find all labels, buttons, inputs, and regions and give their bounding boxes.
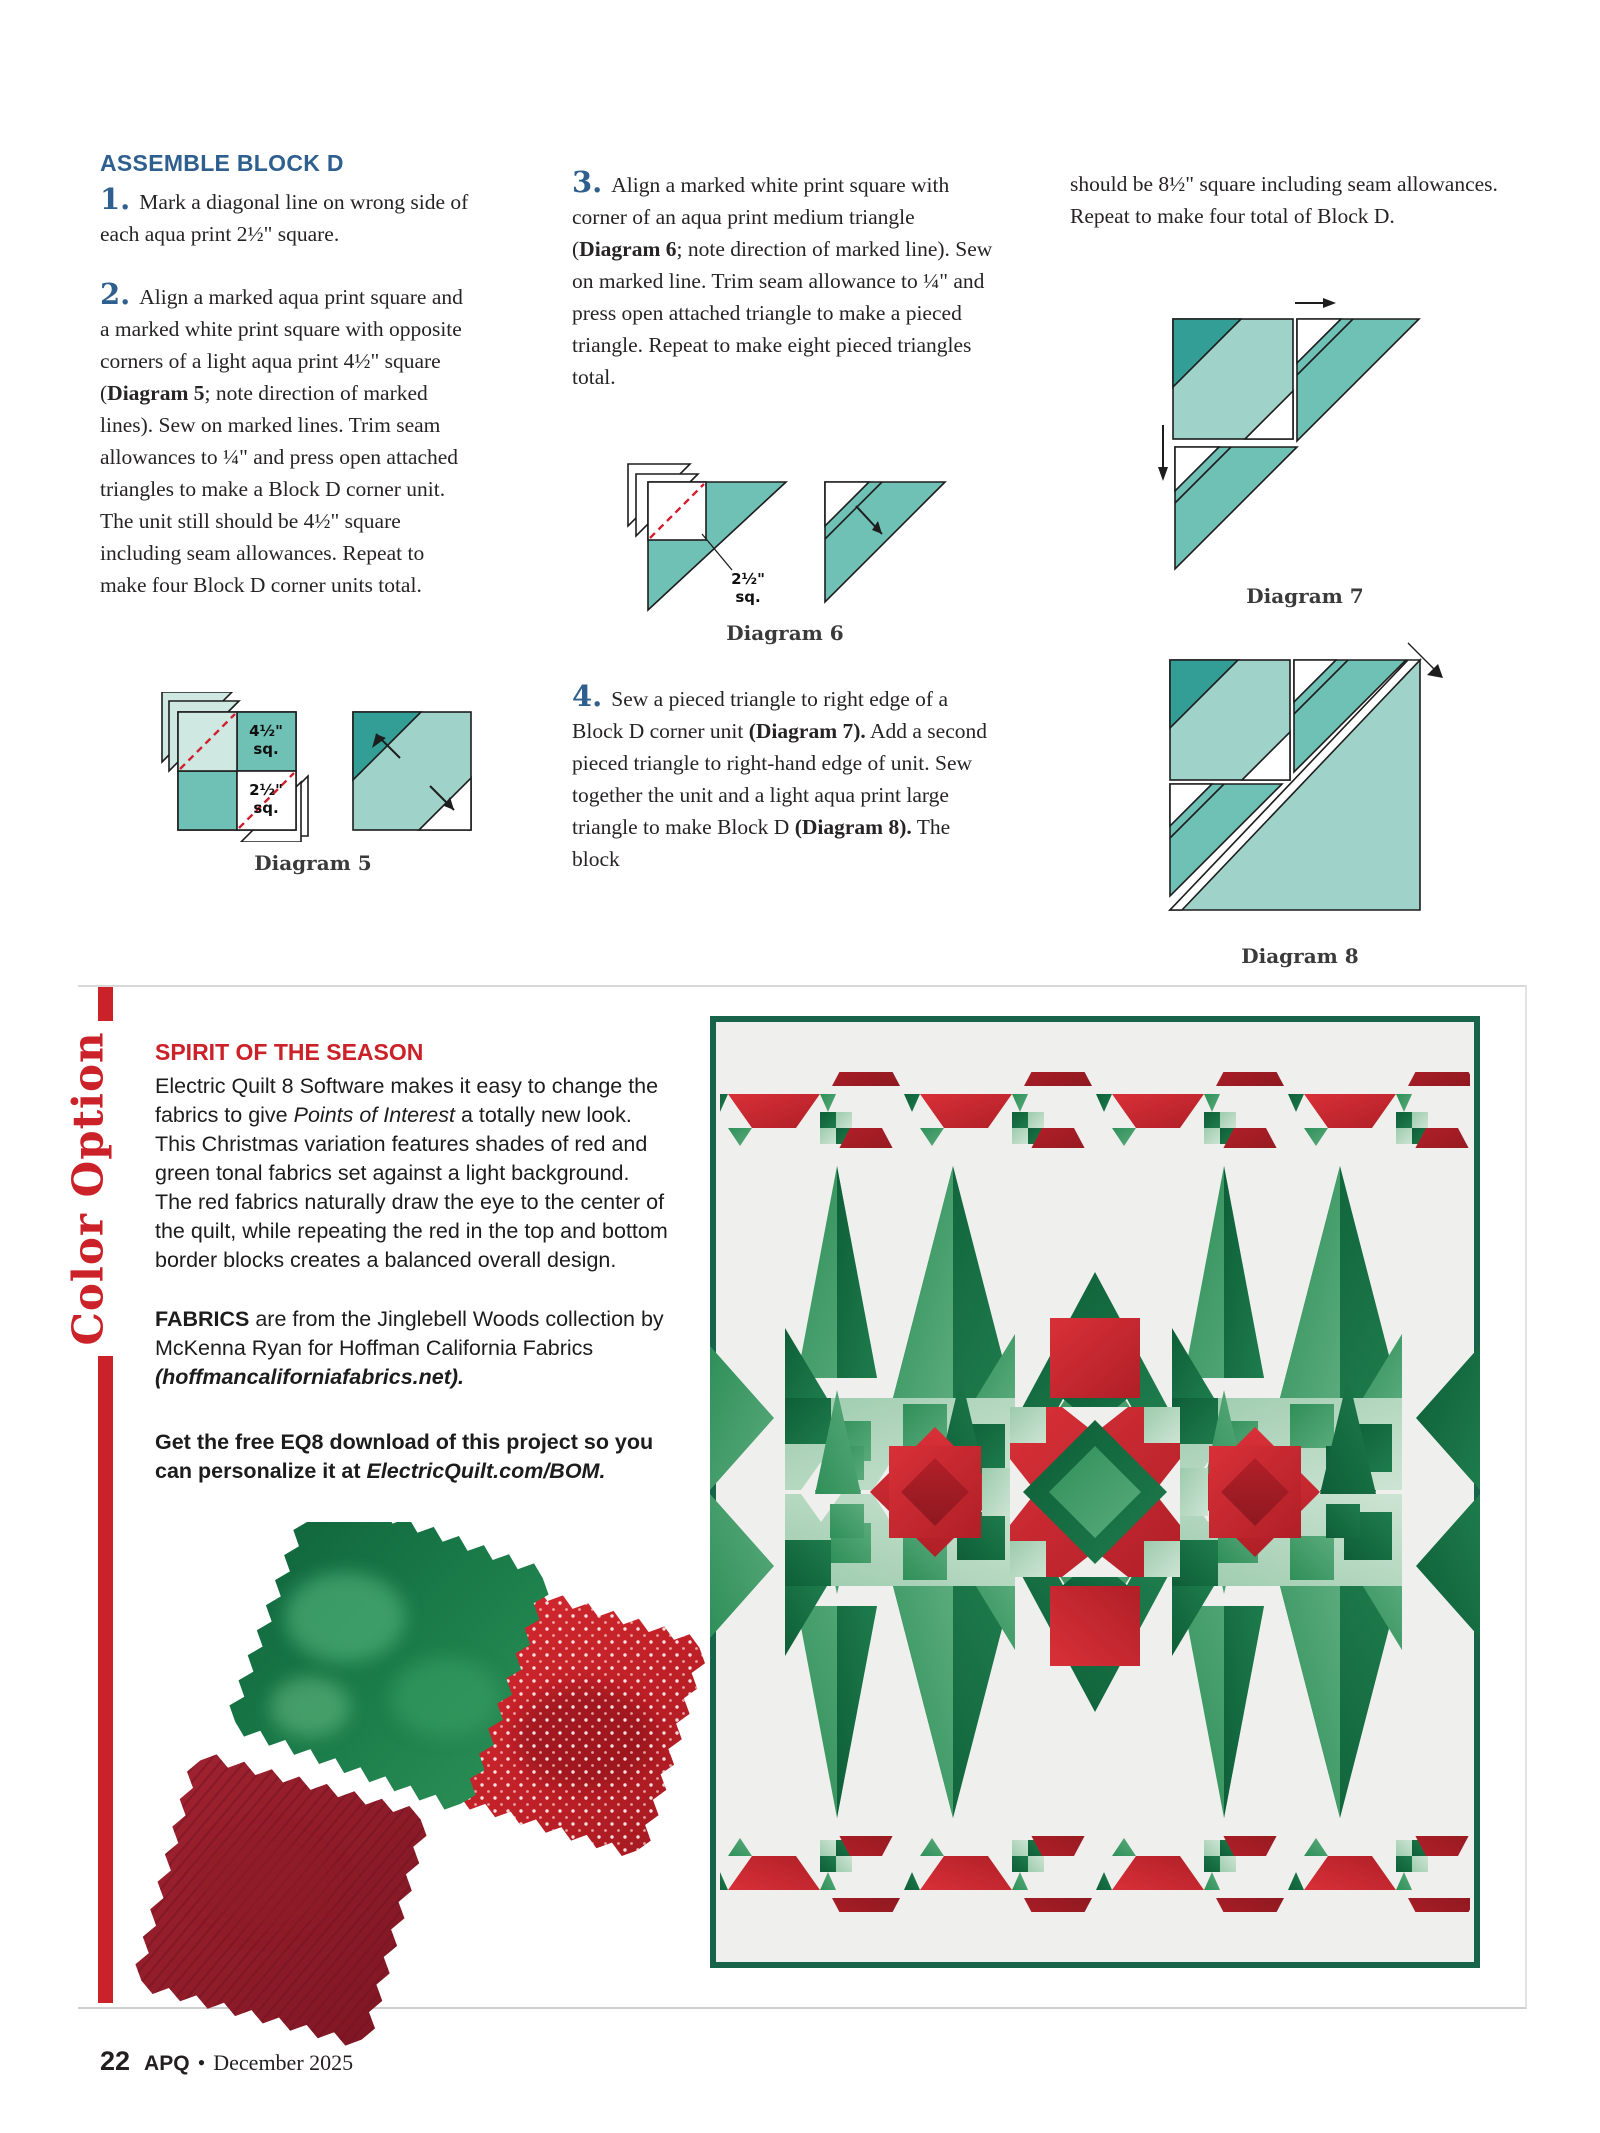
step-2-number: 2. [100, 277, 131, 311]
footer-bullet: • [197, 2050, 206, 2075]
page-footer [100, 2046, 353, 2077]
diagram-6-graphic [620, 462, 950, 612]
step-4: 4. Sew a pieced triangle to right edge of a Block D corner unit (Diagram 7). Add a second pieced triangle to right-hand edge of unit. Sew together the unit and a light aqua print large triangle to make Block D (Diagram 8). The block [572, 679, 987, 871]
step-4-number: 4. [572, 679, 603, 713]
svg-text:2½": 2½" [249, 781, 283, 799]
fabric-swatches [115, 1522, 740, 2082]
column-1 [100, 150, 472, 631]
diagram-5-graphic [148, 692, 478, 842]
step-3: 3. Align a marked white print square with corner of an aqua print medium triangle (Diagram 6; note direction of marked line). Sew on marked line. Trim seam allowance to ¼" and press open attached triangle to make a pieced triangle. Repeat to make eight pieced triangles total. [572, 165, 993, 389]
column-2 [572, 165, 1000, 423]
svg-text:4½": 4½" [249, 722, 283, 740]
step-2: 2. Align a marked aqua print square and a marked white print square with opposite corners of a light aqua print 4½" square (Diagram 5; note direction of marked lines). Sew on marked lines. Trim seam allowances to ¼" and press open attached triangles to make a Block D corner unit. The unit still should be 4½" square including seam allowances. Repeat to make four Block D corner units total. [100, 277, 463, 597]
step-1: 1. Mark a diagonal line on wrong side of each aqua print 2½" square. [100, 182, 469, 246]
figure-diagram-7 [1155, 285, 1455, 608]
step-3-number: 3. [572, 165, 603, 199]
svg-text:sq.: sq. [253, 740, 279, 758]
diagram-8-graphic [1150, 635, 1450, 935]
issue-date: December 2025 [213, 2050, 354, 2075]
diagram-5-caption: Diagram 5 [254, 851, 372, 875]
svg-text:sq.: sq. [735, 588, 761, 606]
svg-text:sq.: sq. [253, 799, 279, 817]
svg-text:2½": 2½" [731, 570, 765, 588]
column-2b [572, 679, 1000, 905]
page-number: 22 [100, 2046, 131, 2076]
fabric-swatch-dark-red [135, 1752, 435, 2052]
column-3 [1070, 168, 1515, 262]
quilt-medallion [870, 1407, 1320, 1577]
figure-diagram-6 [620, 462, 950, 645]
step-1-number: 1. [100, 182, 131, 216]
magazine-name: APQ [144, 2052, 190, 2075]
sidebar-fabrics: FABRICS are from the Jinglebell Woods collection by McKenna Ryan for Hoffman California Fabrics (hoffmancaliforniafabrics.net). [155, 1307, 664, 1389]
diagram-7-caption: Diagram 7 [1246, 584, 1364, 608]
color-option-title: Color Option [63, 1030, 113, 1346]
diagram-7-graphic [1155, 285, 1455, 575]
step-4-continuation: should be 8½" square including seam allowances. Repeat to make four total of Block D. [1070, 172, 1498, 228]
figure-diagram-8 [1150, 635, 1450, 968]
color-option-rule-top [98, 987, 113, 1021]
diagram-8-caption: Diagram 8 [1241, 944, 1359, 968]
sidebar-intro: Electric Quilt 8 Software makes it easy to change the fabrics to give Points of Interest a totally new look. This Christmas variation features shades of red and green tonal fabrics set against a light background. The red fabrics naturally draw the eye to the center of the quilt, while repeating the red in the top and bottom border blocks creates a balanced overall design. [155, 1074, 668, 1272]
sidebar-eq8: Get the free EQ8 download of this project so you can personalize it at ElectricQuilt.com/BOM. [155, 1430, 654, 1483]
quilt-photo [710, 1016, 1480, 1968]
section-heading: ASSEMBLE BLOCK D [100, 150, 344, 176]
sidebar-heading: SPIRIT OF THE SEASON [155, 1039, 424, 1065]
color-option-text [155, 1039, 670, 1516]
color-option-rule-bottom [98, 1356, 113, 2003]
figure-diagram-5 [148, 692, 478, 875]
diagram-6-caption: Diagram 6 [726, 621, 844, 645]
